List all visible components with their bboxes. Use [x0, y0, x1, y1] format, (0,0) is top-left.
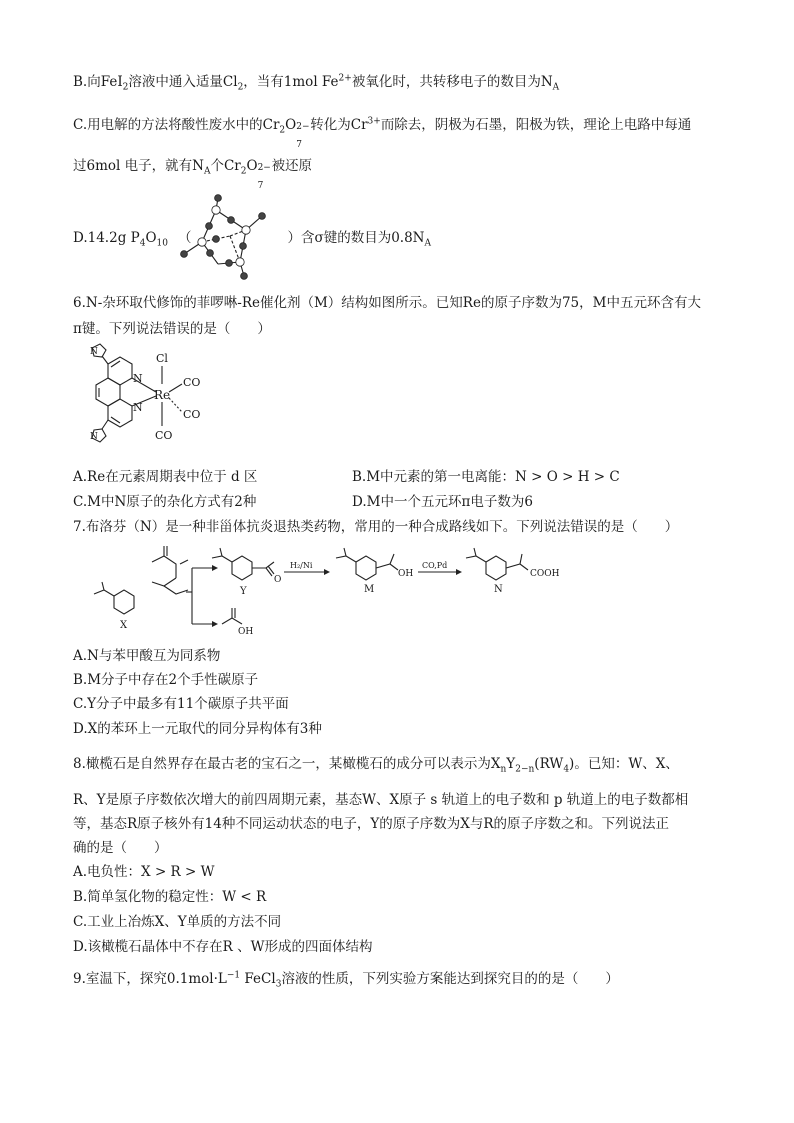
re-complex-structure — [70, 344, 220, 454]
re-label: Re — [154, 388, 171, 402]
q7-option-d: D.X的苯环上一元取代的同分异构体有3种 — [73, 721, 322, 737]
text: 被还原 — [271, 158, 313, 174]
text: O — [145, 230, 157, 246]
subscript: 2 — [240, 166, 247, 177]
text: （ — [177, 230, 192, 246]
q6-stem-line2: π键。下列说法错误的是（ ） — [73, 321, 271, 337]
co-label-2: CO — [183, 408, 201, 421]
n-label-bottom-pyrrole: N — [90, 432, 98, 442]
reagent-co-pd: CO,Pd — [422, 561, 448, 570]
subscript: 4 — [139, 238, 146, 249]
q9-stem — [73, 970, 619, 988]
q8-stem-line4: 确的是（ ） — [73, 840, 168, 856]
subscript: A — [552, 82, 560, 93]
text: 转化为Cr — [310, 117, 368, 133]
p4o10-structure-diagram — [178, 190, 270, 282]
q7-option-b: B.M分子中存在2个手性碳原子 — [73, 672, 259, 688]
text: 9.室温下，探究0.1mol·L — [73, 971, 227, 987]
label-cooh: COOH — [530, 569, 560, 579]
q7-option-c: C.Y分子中最多有11个碳原子共平面 — [73, 696, 289, 712]
subscript: 2 — [237, 82, 244, 93]
label-n: N — [494, 584, 503, 595]
label-o: O — [274, 575, 282, 585]
text: (RW — [534, 756, 564, 772]
subscript: 3 — [275, 979, 282, 990]
subscript: 2−n — [515, 764, 535, 775]
q6-stem-line1: 6.N-杂环取代修饰的菲啰啉-Re催化剂（M）结构如图所示。已知Re的原子序数为75，M中五元环含有大 — [73, 295, 701, 311]
subscript: A — [203, 166, 211, 177]
co-label-3: CO — [155, 429, 173, 442]
text: 8.橄榄石是自然界存在最古老的宝石之一，某橄榄石的成分可以表示为X — [73, 756, 501, 772]
subscript: 2 — [279, 125, 286, 136]
text: B.向FeI — [73, 74, 123, 90]
subscript: n — [500, 764, 507, 775]
label-m: M — [364, 584, 375, 595]
q5-option-b — [73, 73, 559, 91]
n-label-pyridine-top: N — [133, 372, 143, 385]
text: FeCl — [240, 971, 276, 987]
text: 被氧化时，共转移电子的数目为N — [351, 74, 553, 90]
q6-option-a: A.Re在元素周期表中位于 d 区 — [73, 469, 258, 485]
text: )。已知：W、X、 — [569, 756, 679, 772]
q8-option-c: C.工业上冶炼X、Y单质的方法不同 — [73, 914, 282, 930]
superscript: 3+ — [367, 116, 381, 127]
text: 而除去，阴极为石墨，阳极为铁，理论上电路中每通 — [380, 117, 692, 133]
q8-option-d: D.该橄榄石晶体中不存在R 、W形成的四面体结构 — [73, 939, 373, 955]
cl-label: Cl — [156, 352, 168, 365]
text: Y — [506, 756, 516, 772]
label-oh-m: OH — [398, 569, 414, 579]
q6-option-c: C.M中N原子的杂化方式有2种 — [73, 494, 257, 510]
text: O — [285, 117, 297, 133]
q8-option-a: A.电负性：X > R > W — [73, 864, 215, 880]
text: C.用电解的方法将酸性废水中的Cr — [73, 117, 280, 133]
label-x: X — [120, 620, 128, 631]
q8-option-b: B.简单氢化物的稳定性：W < R — [73, 889, 267, 905]
ibuprofen-synthesis-scheme — [72, 542, 592, 642]
q8-stem-line2: R、Y是原子序数依次增大的前四周期元素，基态W、X原子 s 轨道上的电子数和 p 轨道上的电子数都相 — [73, 792, 689, 808]
subscript: 4 — [563, 764, 570, 775]
text: ）含σ键的数目为0.8N — [287, 230, 425, 246]
q8-stem-line1 — [73, 755, 679, 773]
superscript: 2+ — [338, 73, 352, 84]
co-label-1: CO — [183, 376, 201, 389]
subscript: 2 — [122, 82, 129, 93]
q7-stem: 7.布洛芬（N）是一种非甾体抗炎退热类药物，常用的一种合成路线如下。下列说法错误的是（ ） — [73, 519, 679, 535]
q8-stem-line3: 等，基态R原子核外有14种不同运动状态的电子，Y的原子序数为X与R的原子序数之和。下列说法正 — [73, 816, 670, 832]
reagent-h2-ni: H₂/Ni — [290, 561, 313, 570]
text: 个Cr — [210, 158, 241, 174]
q6-option-b: B.M中元素的第一电离能：N > O > H > C — [352, 469, 620, 485]
n-label-top-pyrrole: N — [90, 347, 98, 357]
q7-option-a: A.N与苯甲酸互为同系物 — [73, 648, 221, 664]
superscript: −1 — [226, 970, 241, 981]
q5-option-c-line1: C.用电解的方法将酸性废水中的$Cr_2O$ 2− 7 转化为$Cr^{3+}$而除去，阴极为石墨，阳极为铁，理论上电路中每通 — [73, 116, 692, 150]
q5-option-c-line2: 过6mol 电子，就有$N_A$个$Cr_2O$ 2− 7 被还原 — [73, 158, 313, 191]
q6-option-d: D.M中一个五元环π电子数为6 — [352, 494, 533, 510]
text: 过6mol 电子，就有N — [73, 158, 204, 174]
text: O — [246, 158, 258, 174]
text: 溶液的性质，下列实验方案能达到探究目的的是（ ） — [281, 971, 619, 987]
subscript: 10 — [156, 238, 168, 249]
n-label-pyridine-bottom: N — [133, 401, 143, 414]
text: D.14.2g P — [73, 230, 140, 246]
text: 溶液中通入适量Cl — [128, 74, 238, 90]
subscript: A — [424, 238, 431, 249]
label-oh-acetic: OH — [238, 627, 254, 637]
label-y: Y — [240, 586, 247, 597]
text: ，当有1mol Fe — [243, 74, 339, 90]
